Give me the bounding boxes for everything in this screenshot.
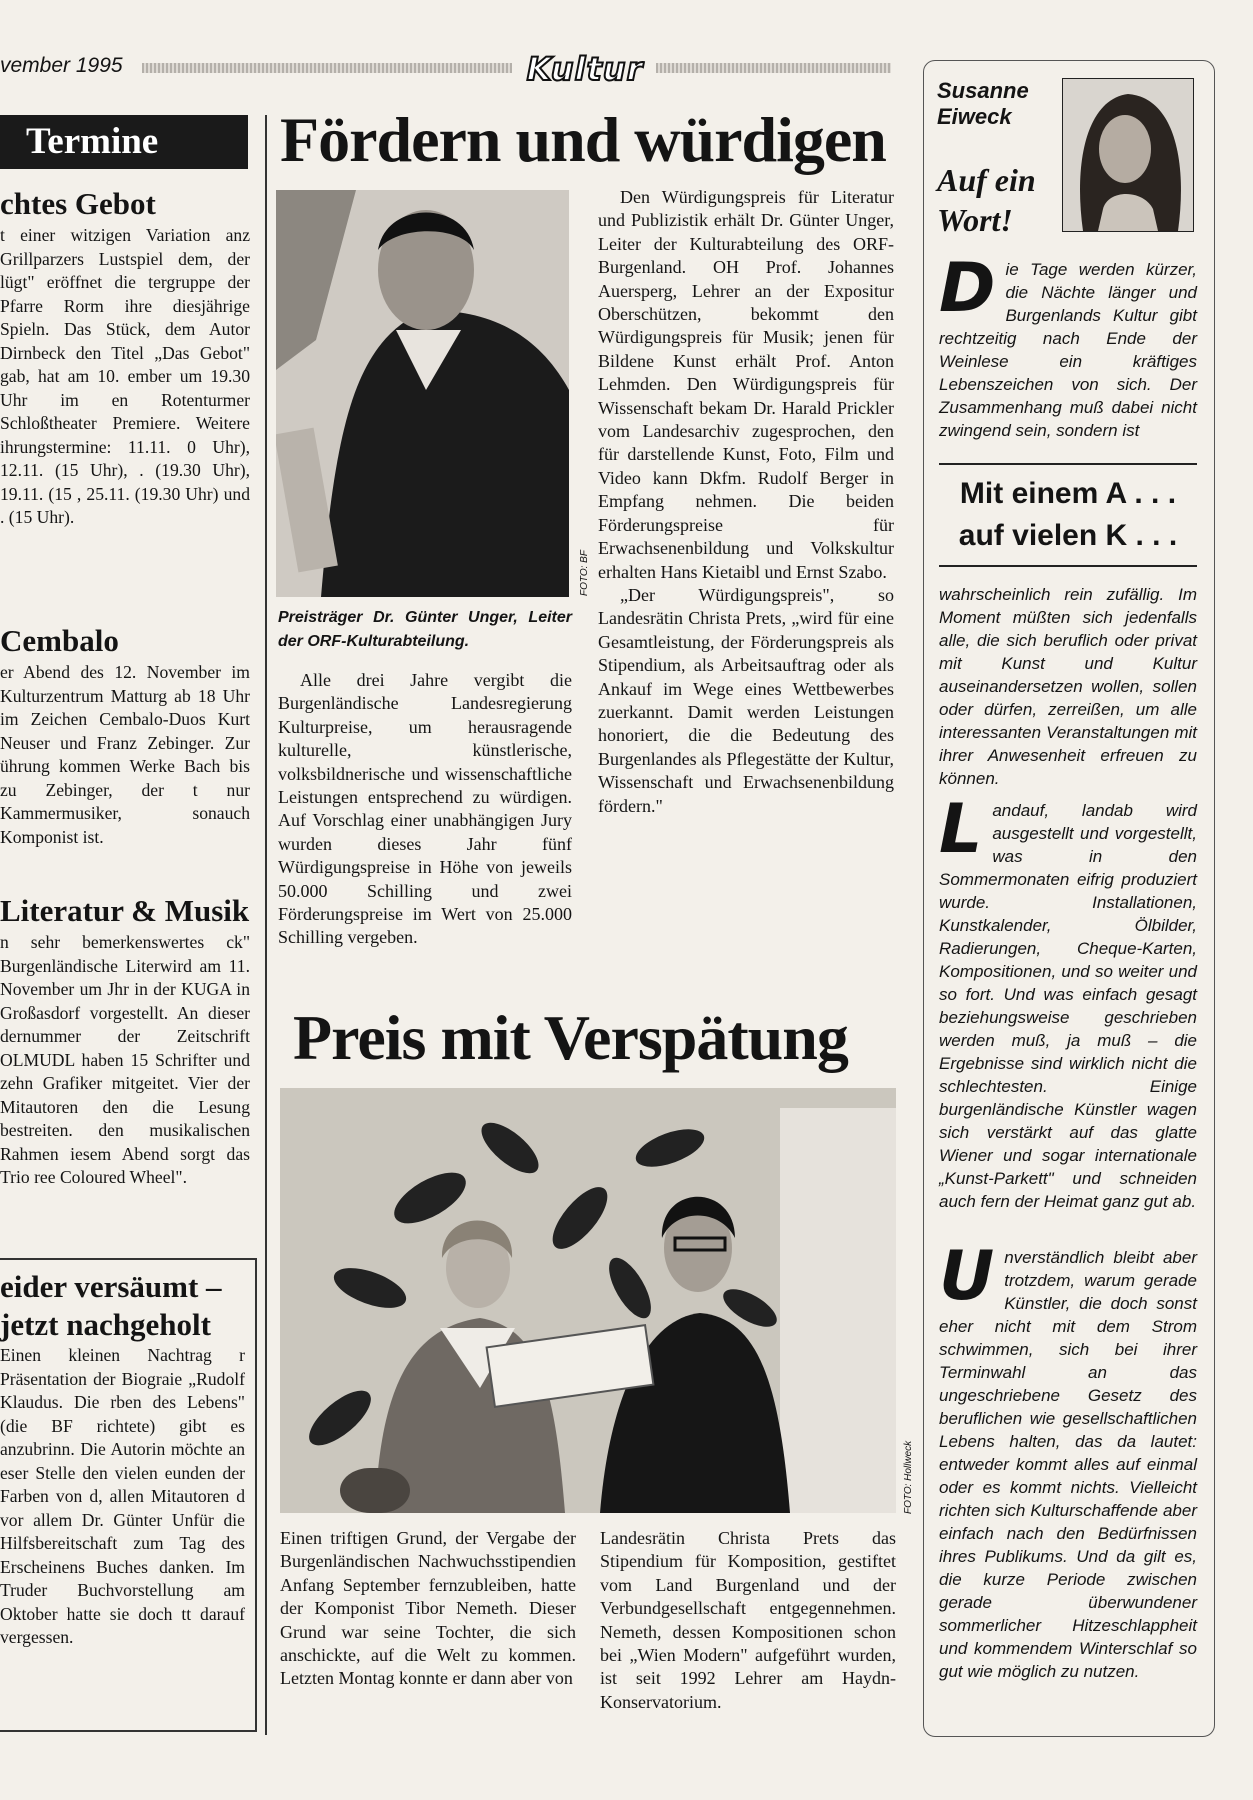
- article-paragraph: Den Würdigungspreis für Literatur und Publizistik erhält Dr. Günter Unger, Leiter der Kulturabteilung des ORF-Burgenland. OH Prof. Johannes Auersperg, Lehrer an der Expositur Oberschützen, bekommt den Würdigungspreis für Musik; jenen für Bildene Kunst erhält Prof. Anton Lehmden. Den Würdigungspreis für Wissenschaft bekam Dr. Harald Prickler vom Landesarchiv zugesprochen, den für darstellende Kunst, Foto, Film und Video kann Dkfm. Rudolf Berger in Empfang nehmen. Die beiden Förderungspreise für Erwachsenenbildung und Volkskultur erhalten Hans Kietaibl und Ernst Szabo.: [598, 187, 894, 582]
- header-rule-left: [142, 63, 512, 73]
- dropcap: D: [939, 249, 996, 328]
- author-photo: [1062, 78, 1194, 232]
- award-photo-nemeth: [280, 1088, 896, 1513]
- article-paragraph: „Der Würdigungspreis", so Landesrätin Christa Prets, „wird für eine Gesamtleistung, der Förderungspreis als Stipendium, als Arbeitsauftrag oder als Ankauf im Wege eines Wettbewerbes zuerkannt. Damit werden Leistungen honoriert, die die Bedeutung des Burgenlandes als Pflegestätte der Kultur, Wissenschaft und Erwachsenenbildung fördern.": [598, 584, 894, 816]
- dropcap: L: [939, 790, 983, 869]
- termine-text: Einen kleinen Nachtrag r Präsentation der Biograie „Rudolf Klaudus. Die rben des Lebens" (die BF richtete) gibt es anzubrinn. Die Autorin möchte an eser Stelle den vielen eunden der Farben von d, allen Mitautoren d vor allem Dr. Günter Unfür die Hilfsbereitschaft zum Tag des Erscheinens Buches danken. Im Truder Buchvorstellung am Oktober hatte sie doch tt darauf vergessen.: [0, 1345, 245, 1647]
- commentary-title: Auf ein Wort!: [937, 162, 1036, 238]
- article-paragraph: Alle drei Jahre vergibt die Burgenländische Landesregierung Kulturpreise, um herausragende kulturelle, künstlerische, volksbildnerische und wissenschaftliche Leistungen entsprechend zu würdigen. Auf Vorschlag einer unabhängigen Jury wurden dieses Jahr fünf Würdigungspreise in Höhe von jeweils 50.000 Schilling und zwei Förderungspreise im Wert von 25.000 Schilling vergeben.: [278, 670, 572, 948]
- photo-credit: FOTO: Hollweck: [903, 1440, 914, 1514]
- commentary-author: [937, 78, 1057, 130]
- paragraph-text: ie Tage werden kürzer, die Nächte länger und Burgenlands Kultur gibt rechtzeitig nach Ende der Weinlese ein kräftiges Lebenszeichen von sich. Der Zusammenhang muß dabei nicht zwingend sein, sondern ist: [939, 260, 1197, 440]
- termine-title: eider versäumt – jetzt nachgeholt: [0, 1269, 222, 1342]
- commentary-paragraph: [939, 790, 1197, 1213]
- termine-item: [0, 891, 250, 1190]
- article-paragraph: Landesrätin Christa Prets das Stipendium für Komposition, gestiftet vom Land Burgenland und der Verbundgesellschaft entgegennehmen. Nemeth, dessen Kompositionen schon bei „Wien Modern" aufgeführt wurden, ist seit 1992 Lehrer am Haydn-Konservatorium.: [600, 1528, 896, 1712]
- commentary-subhead: Mit einem A . . . auf vielen K . . .: [939, 463, 1197, 567]
- commentary-paragraph: [939, 583, 1197, 790]
- termine-text: n sehr bemerkenswertes ck" Burgenländische Literwird am 11. November um Jhr in der KUGA in Großasdorf vorgestellt. An dieser dernummer der Zeitschrift OLMUDL haben 15 Schrifter und zehn Grafiker mitgeitet. Vier der Mitautoren den die Lesung bestreiten. den musikalischen Rahmen iesem Abend sorgt das Trio ree Coloured Wheel".: [0, 932, 250, 1187]
- header-rule-right: [656, 63, 891, 73]
- paragraph-text: wahrscheinlich rein zufällig. Im Moment müßten sich jedenfalls alle, die sich beruflich oder privat mit Kunst und Kultur auseinandersetzen wollen, sollen oder dürfen, zerreißen, um alle interessanten Veranstaltungen mit ihrer Anwesenheit erfreuen zu können.: [939, 585, 1197, 788]
- article-column: [600, 1527, 896, 1714]
- termine-header: Termine: [0, 115, 248, 169]
- termine-item: [0, 184, 250, 530]
- termine-item: [0, 1268, 245, 1650]
- column-divider: [265, 115, 267, 1735]
- photo-caption: Preisträger Dr. Günter Unger, Leiter der ORF-Kulturabteilung.: [278, 609, 572, 650]
- portrait-photo-unger: [276, 190, 569, 597]
- issue-date: vember 1995: [0, 54, 123, 77]
- paragraph-text: nverständlich bleibt aber trotzdem, warum gerade Künstler, die doch sonst eher nicht mit dem Strom schwimmen, sich bei ihrer Terminwahl an das ungeschriebene Gesetz des beruflichen wie gesellschaftlichen Lebens halten, das da lautet: entweder kommt alles auf einmal oder es kommt nichts. Vielleicht richten sich Kulturschaffende aber einfach nach den Bedürfnissen ihres Publikums. Und da gilt es, die kurze Periode zwischen gerade überwundener sommerlicher Hitzeschlapphеit und kommendem Winterschlaf so gut wie möglich zu nutzen.: [939, 1248, 1197, 1681]
- dropcap: U: [939, 1237, 995, 1316]
- headline-foerdern: Fördern und würdigen: [280, 104, 886, 175]
- portrait-illustration: [276, 190, 569, 597]
- termine-text: er Abend des 12. November im Kulturzentrum Matturg ab 18 Uhr im Zeichen Cembalo-Duos Kurt Neuser und Franz Zebinger. Zur ührung kommen Werke Bach bis zu Zebinger, der t nur Kammermusiker, sonauch Komponist ist.: [0, 662, 250, 847]
- section-logo: Kultur: [526, 50, 644, 88]
- commentary-paragraph: [939, 249, 1197, 442]
- author-name: Susanne Eiweck: [937, 78, 1029, 129]
- article-column: [280, 1527, 576, 1691]
- termine-title: Literatur & Musik: [0, 893, 250, 928]
- award-illustration: [280, 1088, 896, 1513]
- photo-credit: FOTO: BF: [579, 550, 590, 596]
- article-column: [598, 186, 894, 818]
- author-portrait: [1063, 79, 1193, 231]
- commentary-paragraph: [939, 1237, 1197, 1683]
- termine-title: Cembalo: [0, 623, 119, 658]
- paragraph-text: andauf, landab wird ausgestellt und vorgestellt, was in den Sommermonaten eifrig produziert wurde. Installationen, Kunstkalender, Ölbilder, Radierungen, Cheque-Karten, Kompositionen, und so weiter und so fort. Und was einfach gesagt beziehungsweise geschrieben werden muß, ja muß – die Ergebnisse sind wirklich nicht die schlechtesten. Einige burgenländische Künstler wagen sich verstärkt auf das glatte Wiener und sogar internationale „Kunst-Parkett" und schneiden auch fern der Heimat ganz gut ab.: [939, 801, 1197, 1211]
- termine-text: t einer witzigen Variation anz Grillparzers Lustspiel dem, der lügt" eröffnet die tergruppe der Pfarre Rorm ihre diesjährige Spieln. Das Stück, dem Autor Dirnbeck den Titel „Das Gebot" gab, hat am 10. ember um 19.30 Uhr im en Rotenturmer Schloßtheater Premiere. Weitere ihrungstermine: 11.11. 0 Uhr), 12.11. (15 Uhr), . (19.30 Uhr), 19.11. (15 , 25.11. (19.30 Uhr) und . (15 Uhr).: [0, 225, 250, 527]
- termine-item: [0, 621, 250, 849]
- headline-preis: Preis mit Verspätung: [293, 1002, 848, 1073]
- article-paragraph: Einen triftigen Grund, der Vergabe der Burgenländischen Nachwuchsstipendien Anfang September fernzubleiben, hatte der Komponist Tibor Nemeth. Dieser Grund war seine Tochter, die sich anschickte, auf die Welt zu kommen. Letzten Montag konnte er dann aber von: [280, 1528, 576, 1689]
- termine-title: chtes Gebot: [0, 186, 156, 221]
- article-column: [278, 669, 572, 950]
